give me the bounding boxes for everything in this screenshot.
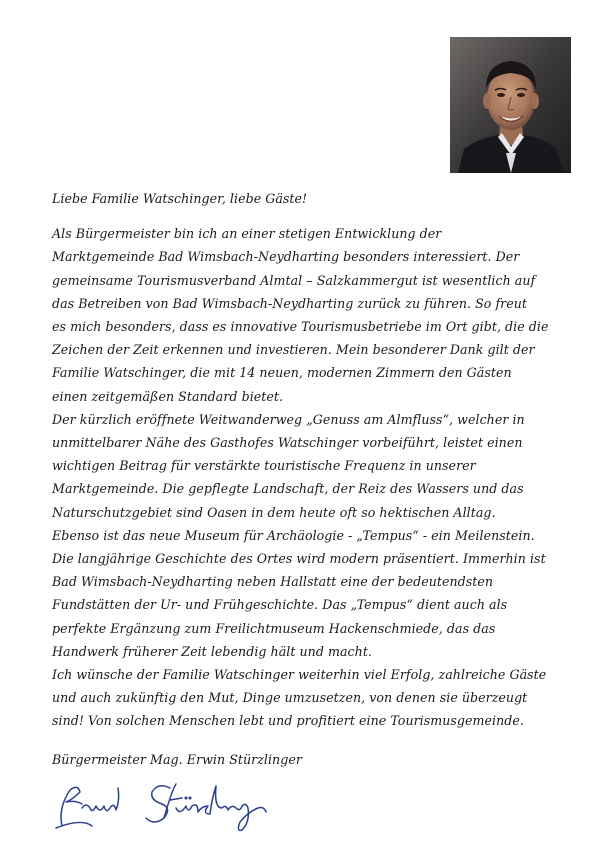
letter-line: Handwerk früherer Zeit lebendig hält und macht. xyxy=(52,643,372,659)
portrait-icon xyxy=(450,37,571,173)
letter-line: Der kürzlich eröffnete Weitwanderweg „Genuss am Almfluss“, welcher in xyxy=(52,411,525,427)
handwritten-signature xyxy=(52,778,274,834)
letter-line: Familie Watschinger, die mit 14 neuen, modernen Zimmern den Gästen xyxy=(52,365,512,381)
letter-line: und auch zukünftig den Mut, Dinge umzusetzen, von denen sie überzeugt xyxy=(52,690,528,706)
letter-line: Fundstätten der Ur- und Frühgeschichte. Das „Tempus“ dient auch als xyxy=(52,597,508,613)
portrait-photo xyxy=(450,37,571,173)
letter-greeting: Liebe Familie Watschinger, liebe Gäste! xyxy=(52,191,308,206)
letter-line: wichtigen Beitrag für verstärkte touristische Frequenz in unserer xyxy=(52,458,476,474)
letter-line: Als Bürgermeister bin ich an einer stetigen Entwicklung der xyxy=(52,226,442,242)
letter-line: sind! Von solchen Menschen lebt und profitiert eine Tourismusgemeinde. xyxy=(52,713,524,729)
letter-line: Marktgemeinde. Die gepflegte Landschaft, der Reiz des Wassers und das xyxy=(52,481,524,497)
letter-line: es mich besonders, dass es innovative Tourismusbetriebe im Ort gibt, die die xyxy=(52,319,549,335)
letter-line: Bad Wimsbach-Neydharting neben Hallstatt eine der bedeutendsten xyxy=(52,574,494,590)
letter-closing: Bürgermeister Mag. Erwin Stürzlinger xyxy=(52,751,302,767)
letter-line: Die langjährige Geschichte des Ortes wird modern präsentiert. Immerhin ist xyxy=(52,551,546,567)
letter-line: Zeichen der Zeit erkennen und investieren. Mein besonderer Dank gilt der xyxy=(52,342,535,358)
signature-icon xyxy=(52,778,274,834)
letter-line: Naturschutzgebiet sind Oasen in dem heute oft so hektischen Alltag. xyxy=(52,504,496,520)
letter-line: Marktgemeinde Bad Wimsbach-Neydharting besonders interessiert. Der xyxy=(52,249,520,265)
letter-line: das Betreiben von Bad Wimsbach-Neydharting zurück zu führen. So freut xyxy=(52,295,528,311)
letter-line: Ich wünsche der Familie Watschinger weiterhin viel Erfolg, zahlreiche Gäste xyxy=(52,667,547,683)
letter-line: einen zeitgemäßen Standard bietet. xyxy=(52,388,284,404)
letter-line: Ebenso ist das neue Museum für Archäologie - „Tempus“ - ein Meilenstein. xyxy=(52,527,535,543)
letter-line: perfekte Ergänzung zum Freilichtmuseum Hackenschmiede, das das xyxy=(52,620,496,636)
letter-body xyxy=(52,222,564,732)
letter-line: unmittelbarer Nähe des Gasthofes Watschinger vorbeiführt, leistet einen xyxy=(52,435,523,451)
letter-line: gemeinsame Tourismusverband Almtal – Salzkammergut ist wesentlich auf xyxy=(52,272,536,288)
letter xyxy=(52,187,564,771)
